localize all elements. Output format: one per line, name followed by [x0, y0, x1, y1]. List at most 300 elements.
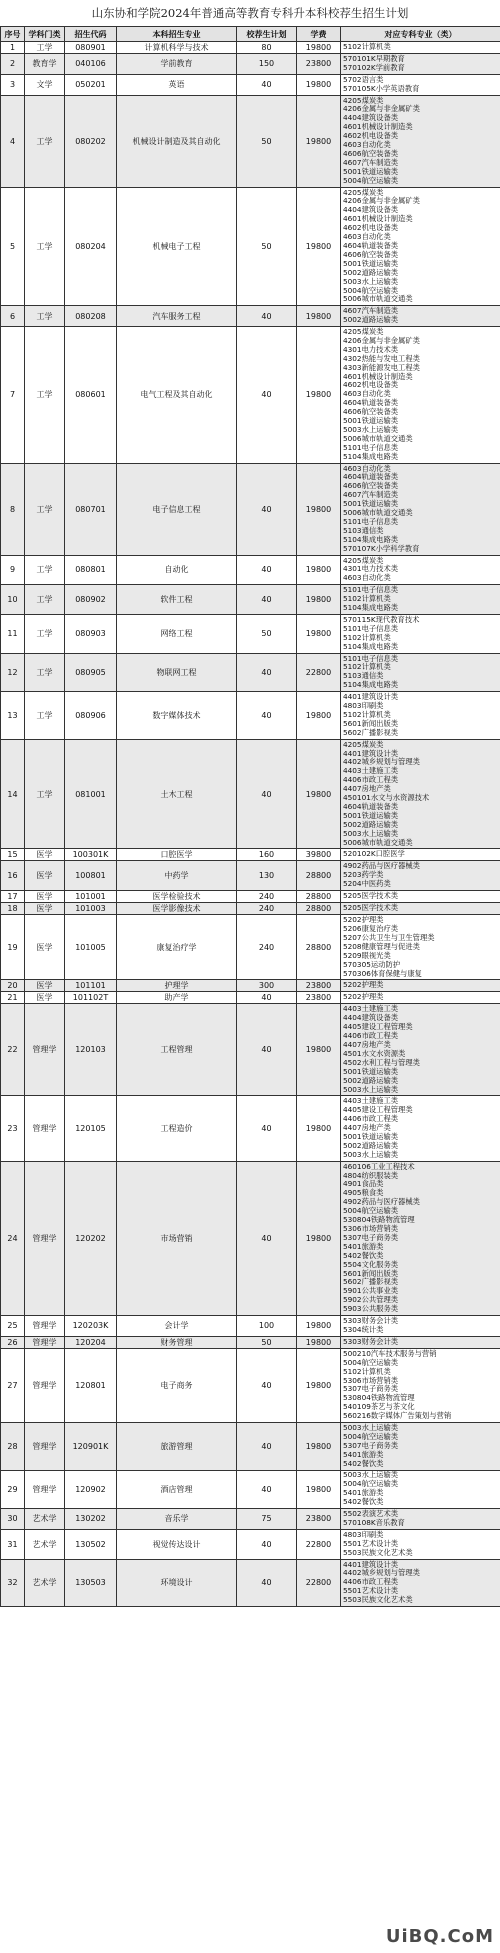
specialty-item: 4402城乡规划与管理类: [343, 757, 420, 767]
cell-no: 21: [1, 992, 25, 1004]
specialty-item: 5402餐饮类: [343, 1250, 384, 1260]
cell-no: 17: [1, 891, 25, 903]
cell-major: 土木工程: [117, 739, 237, 849]
cell-code: 120901K: [65, 1423, 117, 1471]
cell-code: 101102T: [65, 992, 117, 1004]
cell-major: 中药学: [117, 861, 237, 891]
specialty-item: 4606航空装备类: [343, 149, 399, 158]
cell-major: 电子信息工程: [117, 463, 237, 555]
specialty-item: 4603自动化类: [343, 463, 391, 473]
specialty-item: 5104集成电路类: [343, 451, 399, 461]
table-row: [1, 327, 500, 464]
cell-no: 5: [1, 187, 25, 306]
cell-fee: 19800: [297, 739, 341, 849]
cell-plan: 40: [237, 653, 297, 692]
specialty-item: 5205医学技术类: [343, 903, 399, 913]
cell-plan: 75: [237, 1509, 297, 1530]
cell-fee: 23800: [297, 1509, 341, 1530]
cell-fee: 22800: [297, 1529, 341, 1559]
cell-specialty-list: [341, 1316, 500, 1337]
cell-fee: 39800: [297, 849, 341, 861]
specialty-item: 4602机电设备类: [343, 223, 399, 233]
specialty-item: 570306体育保健与康复: [343, 968, 422, 978]
cell-fee: 19800: [297, 1096, 341, 1161]
cell-plan: 40: [237, 74, 297, 95]
cell-code: 120105: [65, 1096, 117, 1161]
cell-major: 学前教育: [117, 54, 237, 75]
specialty-item: 5303财务会计类: [343, 1316, 399, 1325]
specialty-item: 5307电子商务类: [343, 1232, 399, 1242]
cell-no: 1: [1, 42, 25, 54]
cell-specialty-list: [341, 74, 500, 95]
cell-category: 工学: [25, 585, 65, 615]
specialty-item: 5104集成电路类: [343, 534, 399, 544]
specialty-item: 5401旅游类: [343, 1241, 384, 1251]
table-row: [1, 1509, 500, 1530]
cell-plan: 40: [237, 739, 297, 849]
cell-major: 旅游管理: [117, 1423, 237, 1471]
cell-major: 医学检验技术: [117, 891, 237, 903]
specialty-item: 4902药品与医疗器械类: [343, 861, 420, 871]
cell-major: 助产学: [117, 992, 237, 1004]
cell-fee: 19800: [297, 1316, 341, 1337]
cell-no: 13: [1, 692, 25, 740]
table-row: [1, 915, 500, 980]
specialty-item: 5004航空运输类: [343, 175, 399, 185]
cell-fee: 22800: [297, 1559, 341, 1607]
specialty-item: 4402城乡规划与管理类: [343, 1568, 420, 1578]
specialty-item: 4803印刷类: [343, 701, 384, 711]
specialty-item: 4604轨道装备类: [343, 801, 399, 811]
specialty-item: 4607汽车制造类: [343, 306, 399, 316]
specialty-item: 5001铁道运输类: [343, 166, 399, 176]
specialty-item: 570102K学前教育: [343, 62, 405, 72]
cell-no: 2: [1, 54, 25, 75]
specialty-item: 4804纺织服装类: [343, 1170, 399, 1180]
specialty-item: 4602机电设备类: [343, 380, 399, 390]
cell-plan: 40: [237, 1096, 297, 1161]
specialty-item: 5602广播影视类: [343, 727, 399, 737]
specialty-item: 5202护理类: [343, 915, 384, 925]
cell-major: 机械电子工程: [117, 187, 237, 306]
cell-no: 8: [1, 463, 25, 555]
col-header-specialty: 对应专科专业（类）: [341, 27, 500, 42]
cell-no: 18: [1, 903, 25, 915]
cell-code: 120202: [65, 1161, 117, 1315]
cell-no: 31: [1, 1529, 25, 1559]
specialty-item: 4905粮食类: [343, 1188, 384, 1198]
cell-no: 16: [1, 861, 25, 891]
cell-fee: 23800: [297, 980, 341, 992]
specialty-item: 4205煤炭类: [343, 327, 384, 337]
cell-specialty-list: [341, 1529, 500, 1559]
specialty-item: 4607汽车制造类: [343, 157, 399, 167]
specialty-item: 500210汽车技术服务与营销: [343, 1348, 437, 1358]
table-row: [1, 1470, 500, 1509]
specialty-item: 5001铁道运输类: [343, 416, 399, 426]
specialty-item: 4604轨道装备类: [343, 240, 399, 250]
cell-category: 教育学: [25, 54, 65, 75]
cell-category: 管理学: [25, 1004, 65, 1096]
specialty-item: 4603自动化类: [343, 573, 391, 583]
cell-category: 艺术学: [25, 1529, 65, 1559]
table-header-row: [1, 27, 500, 42]
cell-code: 100801: [65, 861, 117, 891]
specialty-item: 5503民族文化艺术类: [343, 1547, 413, 1557]
cell-no: 30: [1, 1509, 25, 1530]
specialty-item: 5602广播影视类: [343, 1277, 399, 1287]
cell-specialty-list: [341, 585, 500, 615]
table-row: [1, 1348, 500, 1422]
specialty-item: 4301电力技术类: [343, 564, 399, 574]
table-row: [1, 54, 500, 75]
specialty-item: 5001铁道运输类: [343, 810, 399, 820]
cell-no: 20: [1, 980, 25, 992]
specialty-item: 4603自动化类: [343, 140, 391, 150]
specialty-item: 4607汽车制造类: [343, 490, 399, 500]
cell-code: 080906: [65, 692, 117, 740]
cell-code: 050201: [65, 74, 117, 95]
cell-no: 6: [1, 306, 25, 327]
cell-specialty-list: [341, 861, 500, 891]
table-row: [1, 849, 500, 861]
cell-specialty-list: [341, 463, 500, 555]
specialty-item: 5202护理类: [343, 980, 384, 990]
specialty-item: 5104集成电路类: [343, 641, 399, 651]
specialty-item: 4602机电设备类: [343, 131, 399, 141]
cell-fee: 19800: [297, 614, 341, 653]
cell-plan: 40: [237, 992, 297, 1004]
cell-no: 28: [1, 1423, 25, 1471]
specialty-item: 4301电力技术类: [343, 344, 399, 354]
cell-no: 9: [1, 555, 25, 585]
specialty-item: 5402餐饮类: [343, 1497, 384, 1507]
cell-major: 会计学: [117, 1316, 237, 1337]
cell-fee: 19800: [297, 187, 341, 306]
cell-no: 29: [1, 1470, 25, 1509]
specialty-item: 4205煤炭类: [343, 187, 384, 197]
specialty-item: 5101电子信息类: [343, 585, 399, 595]
cell-code: 080905: [65, 653, 117, 692]
cell-fee: 28800: [297, 891, 341, 903]
specialty-item: 5004航空运输类: [343, 1357, 399, 1367]
cell-fee: 19800: [297, 42, 341, 54]
cell-major: 护理学: [117, 980, 237, 992]
cell-plan: 300: [237, 980, 297, 992]
cell-category: 管理学: [25, 1470, 65, 1509]
cell-major: 音乐学: [117, 1509, 237, 1530]
specialty-item: 5006城市轨道交通类: [343, 294, 413, 304]
cell-category: 工学: [25, 187, 65, 306]
specialty-item: 5102计算机类: [343, 662, 391, 672]
cell-major: 电气工程及其自动化: [117, 327, 237, 464]
cell-category: 工学: [25, 42, 65, 54]
specialty-item: 4401建筑设计类: [343, 692, 399, 702]
cell-no: 32: [1, 1559, 25, 1607]
table-row: [1, 903, 500, 915]
cell-major: 自动化: [117, 555, 237, 585]
cell-fee: 28800: [297, 915, 341, 980]
table-row: [1, 42, 500, 54]
cell-major: 康复治疗学: [117, 915, 237, 980]
cell-specialty-list: [341, 42, 500, 54]
cell-major: 物联网工程: [117, 653, 237, 692]
col-header-plan: 校荐生计划: [237, 27, 297, 42]
cell-specialty-list: [341, 327, 500, 464]
cell-plan: 40: [237, 1161, 297, 1315]
table-row: [1, 463, 500, 555]
table-row: [1, 891, 500, 903]
cell-plan: 130: [237, 861, 297, 891]
cell-plan: 50: [237, 95, 297, 187]
cell-category: 医学: [25, 861, 65, 891]
specialty-item: 5306市场营销类: [343, 1375, 399, 1385]
specialty-item: 5006城市轨道交通类: [343, 433, 413, 443]
specialty-item: 5004航空运输类: [343, 1479, 399, 1489]
specialty-item: 4902药品与医疗器械类: [343, 1197, 420, 1207]
cell-category: 工学: [25, 555, 65, 585]
specialty-item: 4603自动化类: [343, 389, 391, 399]
table-row: [1, 555, 500, 585]
specialty-item: 5401旅游类: [343, 1449, 384, 1459]
cell-plan: 40: [237, 1004, 297, 1096]
specialty-item: 5206康复治疗类: [343, 924, 399, 933]
specialty-item: 4407房地产类: [343, 784, 391, 794]
specialty-item: 5102计算机类: [343, 632, 391, 642]
cell-plan: 40: [237, 327, 297, 464]
cell-code: 080208: [65, 306, 117, 327]
cell-fee: 19800: [297, 1348, 341, 1422]
cell-no: 26: [1, 1336, 25, 1348]
cell-major: 机械设计制造及其自动化: [117, 95, 237, 187]
specialty-item: 5102计算机类: [343, 42, 391, 52]
cell-fee: 19800: [297, 1423, 341, 1471]
table-row: [1, 1529, 500, 1559]
specialty-item: 4303新能源发电工程类: [343, 362, 420, 372]
cell-code: 080204: [65, 187, 117, 306]
cell-code: 120902: [65, 1470, 117, 1509]
cell-fee: 28800: [297, 903, 341, 915]
cell-major: 英语: [117, 74, 237, 95]
col-header-category: 学科门类: [25, 27, 65, 42]
specialty-item: 5001铁道运输类: [343, 258, 399, 268]
col-header-code: 招生代码: [65, 27, 117, 42]
specialty-item: 5001铁道运输类: [343, 1132, 399, 1142]
cell-major: 工程造价: [117, 1096, 237, 1161]
col-header-fee: 学费: [297, 27, 341, 42]
specialty-item: 5103通信类: [343, 525, 384, 535]
specialty-item: 5307电子商务类: [343, 1440, 399, 1450]
cell-major: 环境设计: [117, 1559, 237, 1607]
specialty-item: 5003水上运输类: [343, 1470, 399, 1480]
watermark: UiBQ.CoM: [385, 1926, 494, 1947]
cell-specialty-list: [341, 1096, 500, 1161]
cell-code: 101005: [65, 915, 117, 980]
specialty-item: 5501艺术设计类: [343, 1586, 399, 1596]
cell-fee: 19800: [297, 74, 341, 95]
specialty-item: 5601新闻出版类: [343, 718, 399, 728]
cell-specialty-list: [341, 903, 500, 915]
cell-category: 管理学: [25, 1348, 65, 1422]
cell-category: 医学: [25, 849, 65, 861]
specialty-item: 4601机械设计制造类: [343, 122, 413, 132]
cell-fee: 23800: [297, 992, 341, 1004]
cell-code: 101001: [65, 891, 117, 903]
cell-category: 工学: [25, 306, 65, 327]
cell-specialty-list: [341, 915, 500, 980]
specialty-item: 5002道路运输类: [343, 1140, 399, 1150]
specialty-item: 5503民族文化艺术类: [343, 1595, 413, 1605]
specialty-item: 570115K现代教育技术: [343, 614, 420, 624]
cell-category: 工学: [25, 463, 65, 555]
specialty-item: 5104集成电路类: [343, 603, 399, 613]
cell-major: 医学影像技术: [117, 903, 237, 915]
cell-fee: 19800: [297, 1161, 341, 1315]
specialty-item: 4901食品类: [343, 1179, 384, 1189]
specialty-item: 520102K口腔医学: [343, 849, 405, 859]
specialty-item: 5101电子信息类: [343, 516, 399, 526]
specialty-item: 5902公共管理类: [343, 1295, 399, 1305]
cell-no: 3: [1, 74, 25, 95]
specialty-item: 5303财务会计类: [343, 1336, 399, 1346]
cell-plan: 40: [237, 555, 297, 585]
cell-code: 080601: [65, 327, 117, 464]
specialty-item: 4604轨道装备类: [343, 398, 399, 408]
table-row: [1, 74, 500, 95]
cell-category: 医学: [25, 992, 65, 1004]
table-row: [1, 1336, 500, 1348]
cell-major: 数字媒体技术: [117, 692, 237, 740]
cell-plan: 40: [237, 1423, 297, 1471]
specialty-item: 4407房地产类: [343, 1123, 391, 1133]
specialty-item: 5004航空运输类: [343, 1206, 399, 1216]
cell-category: 工学: [25, 692, 65, 740]
specialty-item: 4205煤炭类: [343, 555, 384, 565]
cell-code: 120203K: [65, 1316, 117, 1337]
specialty-item: 5502表演艺术类: [343, 1509, 399, 1519]
specialty-item: 570101K早期教育: [343, 53, 405, 63]
cell-plan: 50: [237, 187, 297, 306]
cell-major: 电子商务: [117, 1348, 237, 1422]
cell-specialty-list: [341, 739, 500, 849]
col-header-major: 本科招生专业: [117, 27, 237, 42]
cell-plan: 40: [237, 306, 297, 327]
specialty-item: 5307电子商务类: [343, 1384, 399, 1394]
specialty-item: 5207公共卫生与卫生管理类: [343, 932, 435, 942]
cell-no: 25: [1, 1316, 25, 1337]
specialty-item: 5002道路运输类: [343, 1075, 399, 1085]
cell-fee: 19800: [297, 95, 341, 187]
specialty-item: 4604轨道装备类: [343, 472, 399, 482]
cell-category: 工学: [25, 327, 65, 464]
cell-plan: 40: [237, 463, 297, 555]
cell-plan: 240: [237, 915, 297, 980]
cell-code: 101003: [65, 903, 117, 915]
cell-specialty-list: [341, 891, 500, 903]
cell-specialty-list: [341, 992, 500, 1004]
specialty-item: 5101电子信息类: [343, 442, 399, 452]
specialty-item: 5002道路运输类: [343, 819, 399, 829]
cell-category: 文学: [25, 74, 65, 95]
cell-major: 财务管理: [117, 1336, 237, 1348]
cell-category: 工学: [25, 739, 65, 849]
specialty-item: 4403土建施工类: [343, 1096, 399, 1106]
cell-code: 130202: [65, 1509, 117, 1530]
specialty-item: 5903公共服务类: [343, 1304, 399, 1314]
cell-major: 汽车服务工程: [117, 306, 237, 327]
specialty-item: 5004航空运输类: [343, 1431, 399, 1441]
cell-major: 计算机科学与技术: [117, 42, 237, 54]
cell-code: 101101: [65, 980, 117, 992]
specialty-item: 4206金属与非金属矿类: [343, 196, 420, 206]
cell-no: 12: [1, 653, 25, 692]
specialty-item: 4406市政工程类: [343, 775, 399, 785]
table-row: [1, 306, 500, 327]
cell-code: 080902: [65, 585, 117, 615]
specialty-item: 530804铁路物流管理: [343, 1215, 415, 1225]
specialty-item: 4406市政工程类: [343, 1114, 399, 1124]
specialty-item: 5001铁道运输类: [343, 499, 399, 509]
cell-fee: 19800: [297, 1004, 341, 1096]
cell-code: 120801: [65, 1348, 117, 1422]
specialty-item: 4803印刷类: [343, 1529, 384, 1539]
cell-specialty-list: [341, 95, 500, 187]
cell-specialty-list: [341, 1423, 500, 1471]
table-row: [1, 1559, 500, 1607]
cell-plan: 150: [237, 54, 297, 75]
specialty-item: 4601机械设计制造类: [343, 214, 413, 224]
specialty-item: 5003水上运输类: [343, 1149, 399, 1159]
cell-code: 080903: [65, 614, 117, 653]
table-row: [1, 1316, 500, 1337]
cell-plan: 40: [237, 585, 297, 615]
cell-plan: 100: [237, 1316, 297, 1337]
specialty-item: 4606航空装备类: [343, 249, 399, 259]
specialty-item: 5702语言类: [343, 74, 384, 84]
specialty-item: 5104集成电路类: [343, 680, 399, 690]
enrollment-table: [0, 26, 500, 1607]
cell-specialty-list: [341, 614, 500, 653]
table-row: [1, 992, 500, 1004]
cell-plan: 50: [237, 614, 297, 653]
cell-category: 工学: [25, 653, 65, 692]
specialty-item: 4404建筑设备类: [343, 1013, 399, 1023]
cell-major: 软件工程: [117, 585, 237, 615]
cell-category: 医学: [25, 891, 65, 903]
specialty-item: 5006城市轨道交通类: [343, 837, 413, 847]
specialty-item: 570105K小学英语教育: [343, 83, 420, 93]
specialty-item: 5205医学技术类: [343, 891, 399, 901]
specialty-item: 530804铁路物流管理: [343, 1393, 415, 1403]
specialty-item: 4405建设工程管理类: [343, 1105, 413, 1115]
cell-category: 医学: [25, 903, 65, 915]
specialty-item: 4407房地产类: [343, 1040, 391, 1050]
specialty-item: 5003水上运输类: [343, 1422, 399, 1432]
cell-category: 管理学: [25, 1316, 65, 1337]
specialty-item: 5003水上运输类: [343, 1084, 399, 1094]
table-row: [1, 692, 500, 740]
cell-plan: 40: [237, 692, 297, 740]
cell-specialty-list: [341, 1559, 500, 1607]
cell-fee: 19800: [297, 306, 341, 327]
cell-category: 工学: [25, 95, 65, 187]
cell-plan: 40: [237, 1529, 297, 1559]
specialty-item: 4403土建施工类: [343, 766, 399, 776]
specialty-item: 4205煤炭类: [343, 739, 384, 749]
cell-category: 工学: [25, 614, 65, 653]
cell-category: 管理学: [25, 1423, 65, 1471]
specialty-item: 5001铁道运输类: [343, 1066, 399, 1076]
